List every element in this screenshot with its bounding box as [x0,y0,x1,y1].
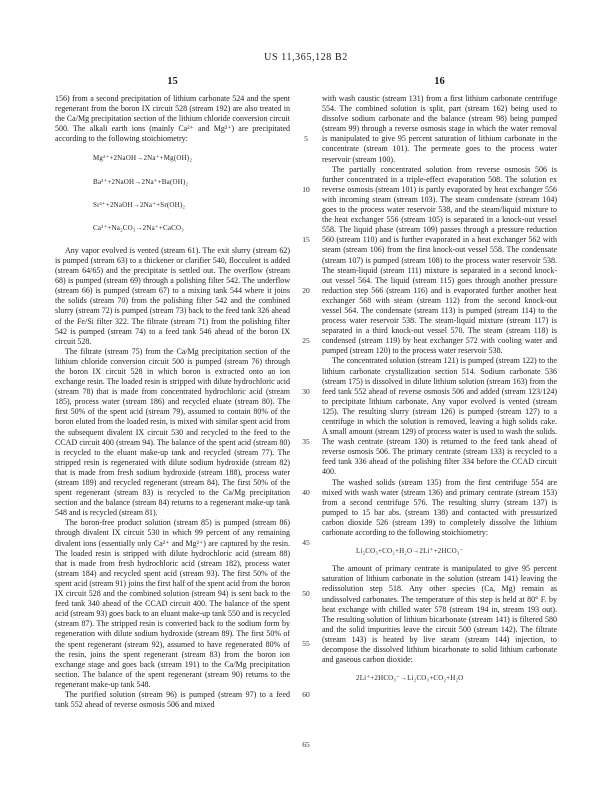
patent-number: US 11,365,128 B2 [264,52,348,63]
line-number: 10 [302,185,310,194]
page-body [0,94,612,759]
column-number-row [0,76,612,87]
text-paragraph: The amount of primary centrate is manipulated to give 95 percent saturation of lithium carbonate in the solution (stream 141) leaving the redissolution step 518. Any other species (Ca, Mg) remain as undissolved carbonates. The temperature of this step is held at 80° F. by heat exchange with chilled water 578 (stream 194 in, stream 193 out). The resulting solution of lithium bicarbonate (stream 141) is filtered 580 and the solid impurities leave the circuit 500 (stream 142). The filtrate (stream 143) is heated by live steam (stream 144) injection, to decompose the dissolved lithium bicarbonate to solid lithium carbonate and gaseous carbon dioxide: [322,564,557,665]
column-number-gutter-spacer [290,76,322,87]
line-number: 5 [304,134,308,143]
line-number: 45 [302,538,310,547]
chemical-equation: Mg²⁺+2NaOH→2Na⁺+Mg(OH)₂ [93,154,193,163]
chemical-equation: Sr²⁺+2NaOH→2Na⁺+Sr(OH)₂ [93,200,186,209]
line-number-gutter [290,94,322,759]
right-column [322,94,557,759]
line-number: 65 [302,740,310,749]
text-paragraph: The boron-free product solution (stream 85) is pumped (stream 86) through divalent IX circuit 530 in which 99 percent of any remaining divalent ions (essentially only Ca²⁺ and Mg²⁺) are captured by the resin. The loaded resin is stripped with dilute hydrochloric acid (stream 88) that is made from fresh hydrochloric acid (stream 182), process water (stream 184) and recycled spent acid (stream 93). The first 50% of the spent acid (stream 91) joins the first half of the spent acid from the boron IX circuit 528 and the combined solution (stream 94) is sent back to the feed tank 340 ahead of the CCAD circuit 400. The balance of the spent acid (stream 93) goes back to an eluant make-up tank 550 and is recycled (stream 87). The stripped resin is converted back to the sodium form by regeneration with dilute sodium hydroxide (stream 89). The first 50% of the spent regenerant (stream 92), assumed to have regenerated 80% of the resin, joins the spent regenerant (stream 83) from the boron ion exchange stage and goes back (stream 191) to the Ca/Mg precipitation section. The balance of the spent regenerant (stream 90) returns to the regenerant make-up tank 548. [55,518,290,689]
line-number: 55 [302,639,310,648]
line-number: 40 [302,488,310,497]
chemical-equation: Ca²⁺+Na₂CO₃→2Na⁺+CaCO₃ [93,223,184,232]
text-paragraph: Any vapor evolved is vented (stream 61). The exit slurry (stream 62) is pumped (stream 63) to a thickener or clarifier 540, flocculent is added (stream 64/65) and the precipitate is settled out. The overflow (stream 68) is pumped (stream 69) through a polishing filter 542. The underflow (stream 66) is pumped (stream 67) to a mixing tank 544 where it joins the solids (stream 70) from the polishing filter 542 and the combined slurry (stream 72) is pumped (stream 73) back to the feed tank 326 ahead of the Fe/Si filter 322. The filtrate (stream 71) from the polishing filter 542 is pumped (stream 74) to a feed tank 546 ahead of the boron IX circuit 528. [55,245,290,346]
column-number-right: 16 [434,76,445,87]
text-paragraph: The purified solution (stream 96) is pumped (stream 97) to a feed tank 552 ahead of reverse osmosis 506 and mixed [55,689,290,710]
stoichiometry-block [55,153,290,232]
column-number-left: 15 [167,76,178,87]
line-number: 15 [302,235,310,244]
chemical-equation: Ba²⁺+2NaOH→2Na⁺+Ba(OH)₂ [93,177,189,186]
line-number: 50 [302,589,310,598]
chemical-equation: Li₂CO₃+CO₂+H₂O→2Li⁺+2HCO₃⁻ [356,547,464,556]
left-column [55,94,290,759]
chemical-equation: 2Li⁺+2HCO₃⁻→Li₂CO₃+CO₂+H₂O [356,674,464,683]
text-paragraph: with wash caustic (stream 131) from a first lithium carbonate centrifuge 554. The combined solution is split, part (stream 162) being used to dissolve sodium carbonate and the balance (stream 98) being pumped (stream 99) through a reverse osmosis stage in which the water removal is manipulated to give 95 percent saturation of lithium carbonate in the concentrate (stream 101). The permeate goes to the process water reservoir (stream 100). [322,94,557,164]
text-paragraph: The partially concentrated solution from reverse osmosis 506 is further concentrated in a triple-effect evaporation 508. The solution ex reverse osmosis (stream 101) is partly evaporated by heat exchanger 556 with incoming steam (stream 103). The steam condensate (stream 104) goes to the process water reservoir 538, and the steam/liquid mixture to the heat exchanger 556 (stream 105) is separated in a knock-out vessel 558. The liquid phase (stream 109) passes through a pressure reduction 560 (stream 110) and is further evaporated in a heat exchanger 562 with steam (stream 106) from the first knock-out vessel 558. The condensate (stream 107) is pumped (stream 108) to the process water reservoir 538. The steam-liquid (stream 111) mixture is separated in a second knock-out vessel 564. The liquid (stream 115) goes through another pressure reduction step 566 (stream 116) and is evaporated further another heat exchanger 568 with steam (stream 112) from the second knock-out vessel 564. The condensate (stream 113) is pumped (stream 114) to the process water reservoir 538. The steam-liquid mixture (stream 117) is separated in a third knock-out vessel 570. The steam (stream 118) is condensed (stream 119) by heat exchanger 572 with cooling water and pumped (stream 120) to the process water reservoir 538. [322,164,557,356]
text-paragraph: The washed solids (stream 135) from the first centrifuge 554 are mixed with wash water (stream 136) and primary centrate (stream 153) from a second centrifuge 576. The resulting slurry (stream 137) is pumped to 15 bar abs. (stream 138) and contacted with pressurized carbon dioxide 526 (stream 139) to completely dissolve the lithium carbonate according to the following stoichiometry: [322,477,557,538]
line-number: 25 [302,336,310,345]
line-number: 30 [302,387,310,396]
line-number: 60 [302,690,310,699]
text-paragraph: The concentrated solution (stream 121) is pumped (stream 122) to the lithium carbonate crystallization section 514. Sodium carbonate 536 (stream 175) is dissolved in dilute lithium solution (stream 163) from the feed tank 552 ahead of reverse osmosis 506 and added (stream 123/124) to precipitate lithium carbonate. Any vapor evolved is vented (stream 125). The resulting slurry (stream 126) is pumped (stream 127) to a centrifuge in which the solution is removed, leaving a high solids cake. A small amount (stream 129) of process water is used to wash the solids. The wash centrate (stream 130) is returned to the feed tank ahead of reverse osmosis 506. The primary centrate (stream 133) is recycled to a feed tank 336 ahead of the polishing filter 334 before the CCAD circuit 400. [322,356,557,477]
line-number: 20 [302,286,310,295]
text-paragraph: The filtrate (stream 75) from the Ca/Mg precipitation section of the lithium chloride conversion circuit 500 is pumped (stream 76) through the boron IX circuit 528 in which boron is extracted onto an ion exchange resin. The loaded resin is stripped with dilute hydrochloric acid (stream 78) that is made from concentrated hydrochloric acid (stream 185), process water (stream 186) and recycled eluate (stream 80). The first 50% of the spent acid (stream 79), assumed to contain 80% of the boron eluted from the loaded resin, is mixed with similar spent acid from the subsequent divalent IX circuit 530 and recycled to the feed to the CCAD circuit 400 (stream 94). The balance of the spent acid (stream 80) is recycled to the eluant make-up tank and recycled (stream 77). The stripped resin is regenerated with dilute sodium hydroxide (stream 82) that is made from fresh sodium hydroxide (stream 188), process water (stream 189) and recycled regenerant (stream 84). The first 50% of the spent regenerant (stream 83) is recycled to the Ca/Mg precipitation section and the balance (stream 84) returns to a regenerant make-up tank 548 and is recycled (stream 81). [55,346,290,518]
text-paragraph: 156) from a second precipitation of lithium carbonate 524 and the spent regenerant from the boron IX circuit 528 (stream 192) are also treated in the Ca/Mg precipitation section of the lithium chloride conversion circuit 500. The alkali earth ions (mainly Ca²⁺ and Mg²⁺) are precipitated according to the following stoichiometry: [55,94,290,144]
line-number: 35 [302,437,310,446]
